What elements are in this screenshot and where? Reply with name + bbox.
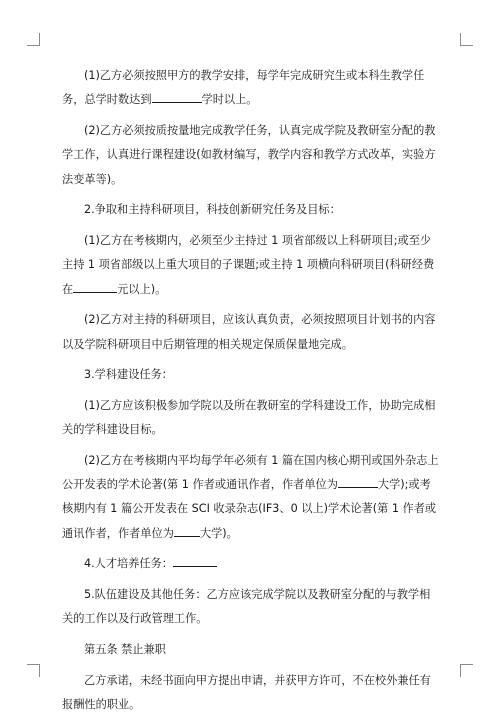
paragraph-research-responsibility: (2)乙方对主持的科研项目，应该认真负责，必须按照项目计划书的内容以及学院科研项目中后期管理的相关规定保质保量地完成。 xyxy=(62,313,436,351)
fill-blank xyxy=(152,93,202,103)
paragraph-text: 学时以上。 xyxy=(201,93,258,107)
fill-blank xyxy=(173,557,217,567)
paragraph-teaching-quality: (2)乙方必须按质按量地完成教学任务，认真完成学院及教研室分配的教学工作，认真进行课程建设(如教材编写，教学内容和教学方式改革，实验方法变革等)。 xyxy=(62,123,436,186)
heading-article-five: 第五条 禁止兼职 xyxy=(84,643,166,657)
crop-mark-top-left xyxy=(27,33,40,46)
heading-talent-cultivation xyxy=(62,552,440,576)
heading-research-projects: 2.争取和主持科研项目，科技创新研究任务及目标： xyxy=(84,203,341,217)
paragraph-publication-requirement xyxy=(62,449,440,546)
fill-blank xyxy=(174,527,200,537)
paragraph-teaching-hours xyxy=(62,64,440,113)
heading-discipline-building: 3.学科建设任务： xyxy=(84,368,173,382)
paragraph-text: 大学)。 xyxy=(199,526,238,540)
paragraph-text: (1)乙方在考核期内，必须至少主持过 1 项省部级以上科研项目;或至少主持 1 项省部级以上重大项目的子课题;或主持 1 项横向科研项目(科研经费在 xyxy=(62,233,435,296)
crop-mark-top-right xyxy=(460,33,473,46)
paragraph-no-side-job: 乙方承诺，未经书面向甲方提出申请，并获甲方许可，不在校外兼任有报酬性的职业。 xyxy=(62,673,431,712)
paragraph-discipline-participation: (1)乙方应该积极参加学院以及所在教研室的学科建设工作，协助完成相关的学科建设目标。 xyxy=(62,398,436,437)
crop-mark-bottom-right xyxy=(460,664,473,677)
paragraph-team-building: 5.队伍建设及其他任务：乙方应该完成学院以及教研室分配的与教学相关的工作以及行政管理工作。 xyxy=(62,588,431,626)
document-body xyxy=(62,64,440,724)
paragraph-text: 4.人才培养任务： xyxy=(84,557,173,571)
paragraph-text: (2)乙方在考核期内平均每学年必须有 1 篇在国内核心期刊或国外杂志上公开发表的学术论著(第 1 作者或通讯作者，作者单位为 xyxy=(62,453,439,492)
paragraph-research-requirement xyxy=(62,229,440,302)
paragraph-text: (1)乙方必须按照甲方的教学安排，每学年完成研究生或本科生教学任务，总学时数达到 xyxy=(62,69,425,107)
paragraph-text: 元以上)。 xyxy=(117,282,167,296)
crop-mark-bottom-left xyxy=(27,664,40,677)
fill-blank xyxy=(338,478,378,488)
paragraph-text: 大学);或考核期内有 1 篇公开发表在 SCI 收录杂志(IF3、0 以上)学术论著(第 1 作者或通讯作者，作者单位为 xyxy=(62,478,437,540)
fill-blank xyxy=(73,283,117,293)
